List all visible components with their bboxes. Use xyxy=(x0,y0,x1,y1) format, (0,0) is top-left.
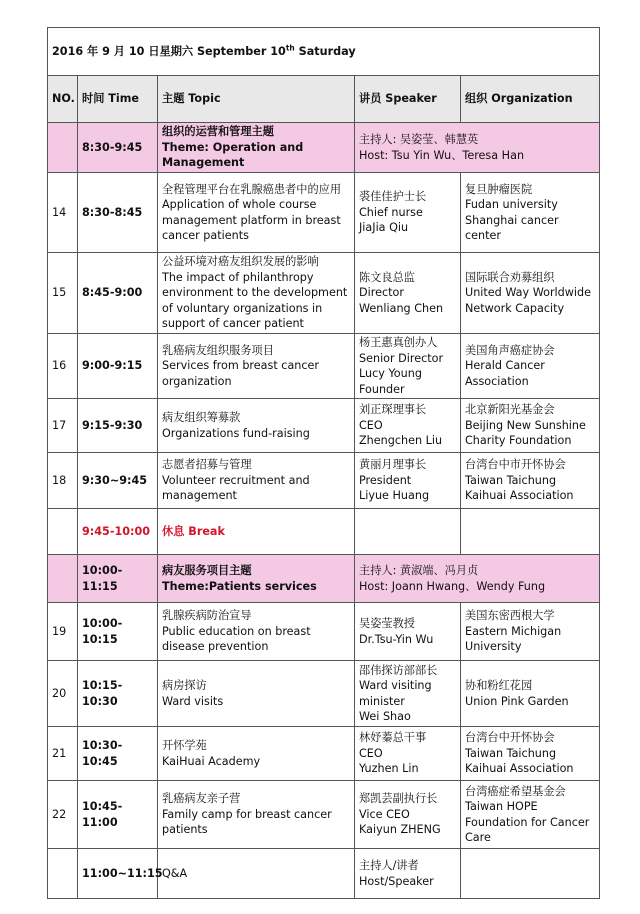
row-organization: 台湾癌症希望基金会 Taiwan HOPE Foundation for Cancer Care xyxy=(461,781,600,849)
header-organization: 组织 Organization xyxy=(461,76,600,123)
break-label: 休息 Break xyxy=(158,509,355,555)
table-row xyxy=(48,849,600,899)
row-no: 14 xyxy=(48,173,78,253)
row-no: 18 xyxy=(48,453,78,509)
row-speaker: 裘佳佳护士长 Chief nurse JiaJia Qiu xyxy=(355,173,461,253)
row-no: 16 xyxy=(48,334,78,399)
table-row xyxy=(48,253,600,334)
row-no xyxy=(48,849,78,899)
break-time: 9:45-10:00 xyxy=(78,509,158,555)
date-caption: 2016 年 9 月 10 日星期六 September 10th Saturday xyxy=(48,28,600,76)
date-caption-row xyxy=(48,28,600,76)
table-row xyxy=(48,399,600,453)
table-row xyxy=(48,781,600,849)
row-no: 22 xyxy=(48,781,78,849)
row-topic: 乳腺疾病防治宣导 Public education on breast disease prevention xyxy=(158,603,355,661)
row-organization: 台湾台中市开怀协会 Taiwan Taichung Kaihuai Association xyxy=(461,453,600,509)
row-topic: 乳癌病友组织服务项目 Services from breast cancer organization xyxy=(158,334,355,399)
break-row xyxy=(48,509,600,555)
row-no xyxy=(48,123,78,173)
row-organization xyxy=(461,509,600,555)
row-speaker: 刘正琛理事长 CEO Zhengchen Liu xyxy=(355,399,461,453)
row-time: 10:00-10:15 xyxy=(78,603,158,661)
row-topic: 病友服务项目主题 Theme:Patients services xyxy=(158,555,355,603)
table-row xyxy=(48,453,600,509)
row-organization: 美国东密西根大学 Eastern Michigan University xyxy=(461,603,600,661)
row-topic: 志愿者招募与管理 Volunteer recruitment and management xyxy=(158,453,355,509)
row-time: 10:30-10:45 xyxy=(78,727,158,781)
row-time: 9:00-9:15 xyxy=(78,334,158,399)
header-no: NO. xyxy=(48,76,78,123)
row-no xyxy=(48,509,78,555)
table-row xyxy=(48,603,600,661)
header-speaker: 讲员 Speaker xyxy=(355,76,461,123)
row-organization: 协和粉红花园 Union Pink Garden xyxy=(461,661,600,727)
header-time: 时间 Time xyxy=(78,76,158,123)
row-no: 19 xyxy=(48,603,78,661)
row-speaker: 黄丽月理事长 President Liyue Huang xyxy=(355,453,461,509)
row-time: 8:30-9:45 xyxy=(78,123,158,173)
table-row xyxy=(48,661,600,727)
header-row xyxy=(48,76,600,123)
row-host: 主持人: 吴姿莹、韩慧英 Host: Tsu Yin Wu、Teresa Han xyxy=(355,123,600,173)
row-no: 15 xyxy=(48,253,78,334)
row-organization: 台湾台中开怀协会 Taiwan Taichung Kaihuai Association xyxy=(461,727,600,781)
row-topic: 病友组织筹募款 Organizations fund-raising xyxy=(158,399,355,453)
row-speaker: 杨王惠真创办人 Senior Director Lucy Young Founder xyxy=(355,334,461,399)
row-speaker: 陈文良总监 Director Wenliang Chen xyxy=(355,253,461,334)
row-no xyxy=(48,555,78,603)
row-time: 9:15-9:30 xyxy=(78,399,158,453)
row-topic: 病房探访 Ward visits xyxy=(158,661,355,727)
row-speaker: 郑凯芸副执行长 Vice CEO Kaiyun ZHENG xyxy=(355,781,461,849)
row-no: 17 xyxy=(48,399,78,453)
row-time: 11:00~11:15 xyxy=(78,849,158,899)
row-topic: 全程管理平台在乳腺癌患者中的应用 Application of whole course management platform in breast cancer patients xyxy=(158,173,355,253)
row-time: 8:45-9:00 xyxy=(78,253,158,334)
theme-row-operation xyxy=(48,123,600,173)
table-row xyxy=(48,334,600,399)
schedule-sheet xyxy=(47,27,599,899)
row-speaker: 吴姿莹教授 Dr.Tsu-Yin Wu xyxy=(355,603,461,661)
row-organization: 北京新阳光基金会 Beijing New Sunshine Charity Foundation xyxy=(461,399,600,453)
row-organization: 复旦肿瘤医院 Fudan university Shanghai cancer center xyxy=(461,173,600,253)
row-topic: 公益环境对癌友组织发展的影响 The impact of philanthropy environment to the development of voluntary organizations in support of cancer patient xyxy=(158,253,355,334)
row-no: 20 xyxy=(48,661,78,727)
row-time: 10:00-11:15 xyxy=(78,555,158,603)
row-topic: 开怀学苑 KaiHuai Academy xyxy=(158,727,355,781)
row-time: 10:15-10:30 xyxy=(78,661,158,727)
row-organization: 国际联合劝募组织 United Way Worldwide Network Capacity xyxy=(461,253,600,334)
row-speaker xyxy=(355,509,461,555)
theme-row-patients xyxy=(48,555,600,603)
row-speaker: 邵伟探访部部长 Ward visiting minister Wei Shao xyxy=(355,661,461,727)
row-topic: 乳癌病友亲子营 Family camp for breast cancer patients xyxy=(158,781,355,849)
row-organization: 美国角声癌症协会 Herald Cancer Association xyxy=(461,334,600,399)
schedule-table xyxy=(47,27,600,899)
table-row xyxy=(48,727,600,781)
row-time: 9:30~9:45 xyxy=(78,453,158,509)
table-row xyxy=(48,173,600,253)
row-time: 8:30-8:45 xyxy=(78,173,158,253)
row-topic: Q&A xyxy=(158,849,355,899)
row-time: 10:45-11:00 xyxy=(78,781,158,849)
row-speaker: 主持人/讲者 Host/Speaker xyxy=(355,849,461,899)
header-topic: 主题 Topic xyxy=(158,76,355,123)
row-host: 主持人: 黄淑端、冯月贞 Host: Joann Hwang、Wendy Fung xyxy=(355,555,600,603)
row-topic: 组织的运营和管理主题 Theme: Operation and Management xyxy=(158,123,355,173)
row-no: 21 xyxy=(48,727,78,781)
row-speaker: 林妤蓁总干事 CEO Yuzhen Lin xyxy=(355,727,461,781)
row-organization xyxy=(461,849,600,899)
